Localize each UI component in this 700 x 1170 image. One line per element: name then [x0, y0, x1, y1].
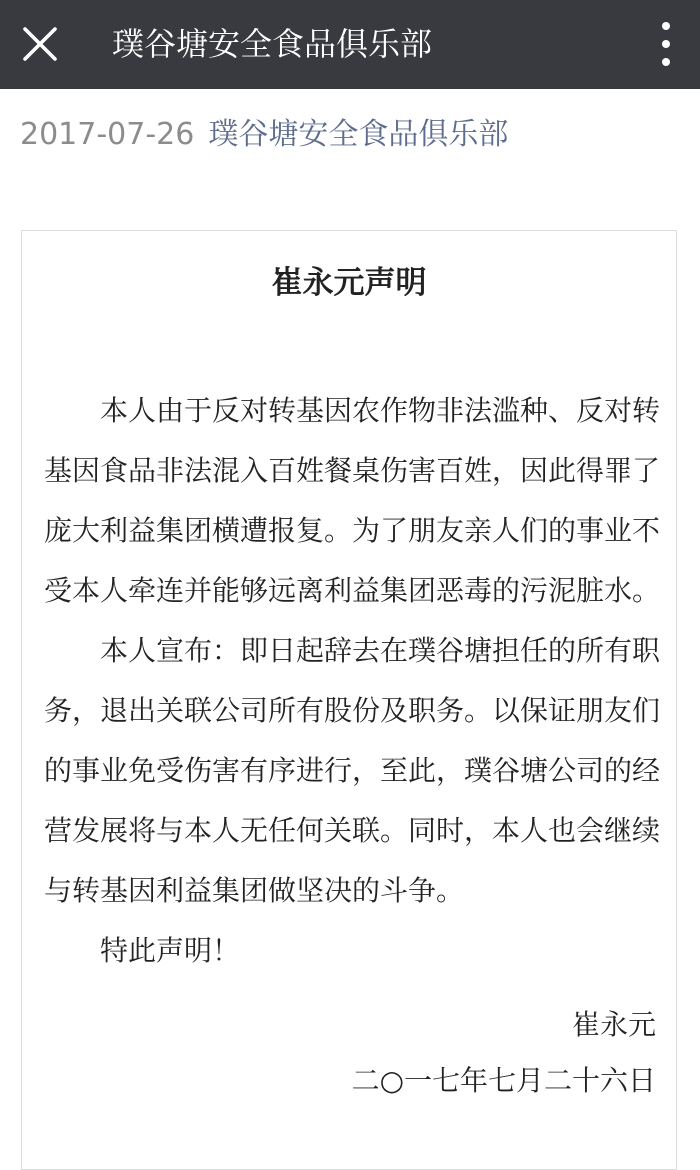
statement-body: [44, 381, 660, 981]
statement-paragraph: 特此声明！: [100, 934, 241, 967]
signature-date: 二○一七年七月二十六日: [351, 1064, 656, 1097]
statement-paragraph: 本人由于反对转基因农作物非法滥种、反对转基因食品非法混入百姓餐桌伤害百姓，因此得罪了庞大利益集团横遭报复。为了朋友亲人们的事业不受本人牵连并能够远离利益集团恶毒的污泥脏水。: [44, 394, 661, 607]
signature-name: 崔永元: [571, 1008, 656, 1041]
more-button[interactable]: [646, 18, 686, 70]
statement-paragraph: 本人宣布：即日起辞去在璞谷塘担任的所有职务，退出关联公司所有股份及职务。以保证朋友们的事业免受伤害有序进行，至此，璞谷塘公司的经营发展将与本人无任何关联。同时，本人也会继续与转基因利益集团做坚决的斗争。: [44, 634, 661, 907]
publish-date: 2017-07-26: [20, 117, 195, 152]
article-meta: [20, 110, 508, 160]
statement-title: 崔永元声明: [271, 265, 427, 301]
close-icon: [16, 20, 64, 68]
account-name-link[interactable]: 璞谷塘安全食品俱乐部: [208, 117, 509, 152]
statement-image: [21, 230, 677, 1170]
window-title: 璞谷塘安全食品俱乐部: [112, 25, 433, 63]
close-button[interactable]: [16, 20, 64, 68]
top-bar: [0, 0, 700, 89]
